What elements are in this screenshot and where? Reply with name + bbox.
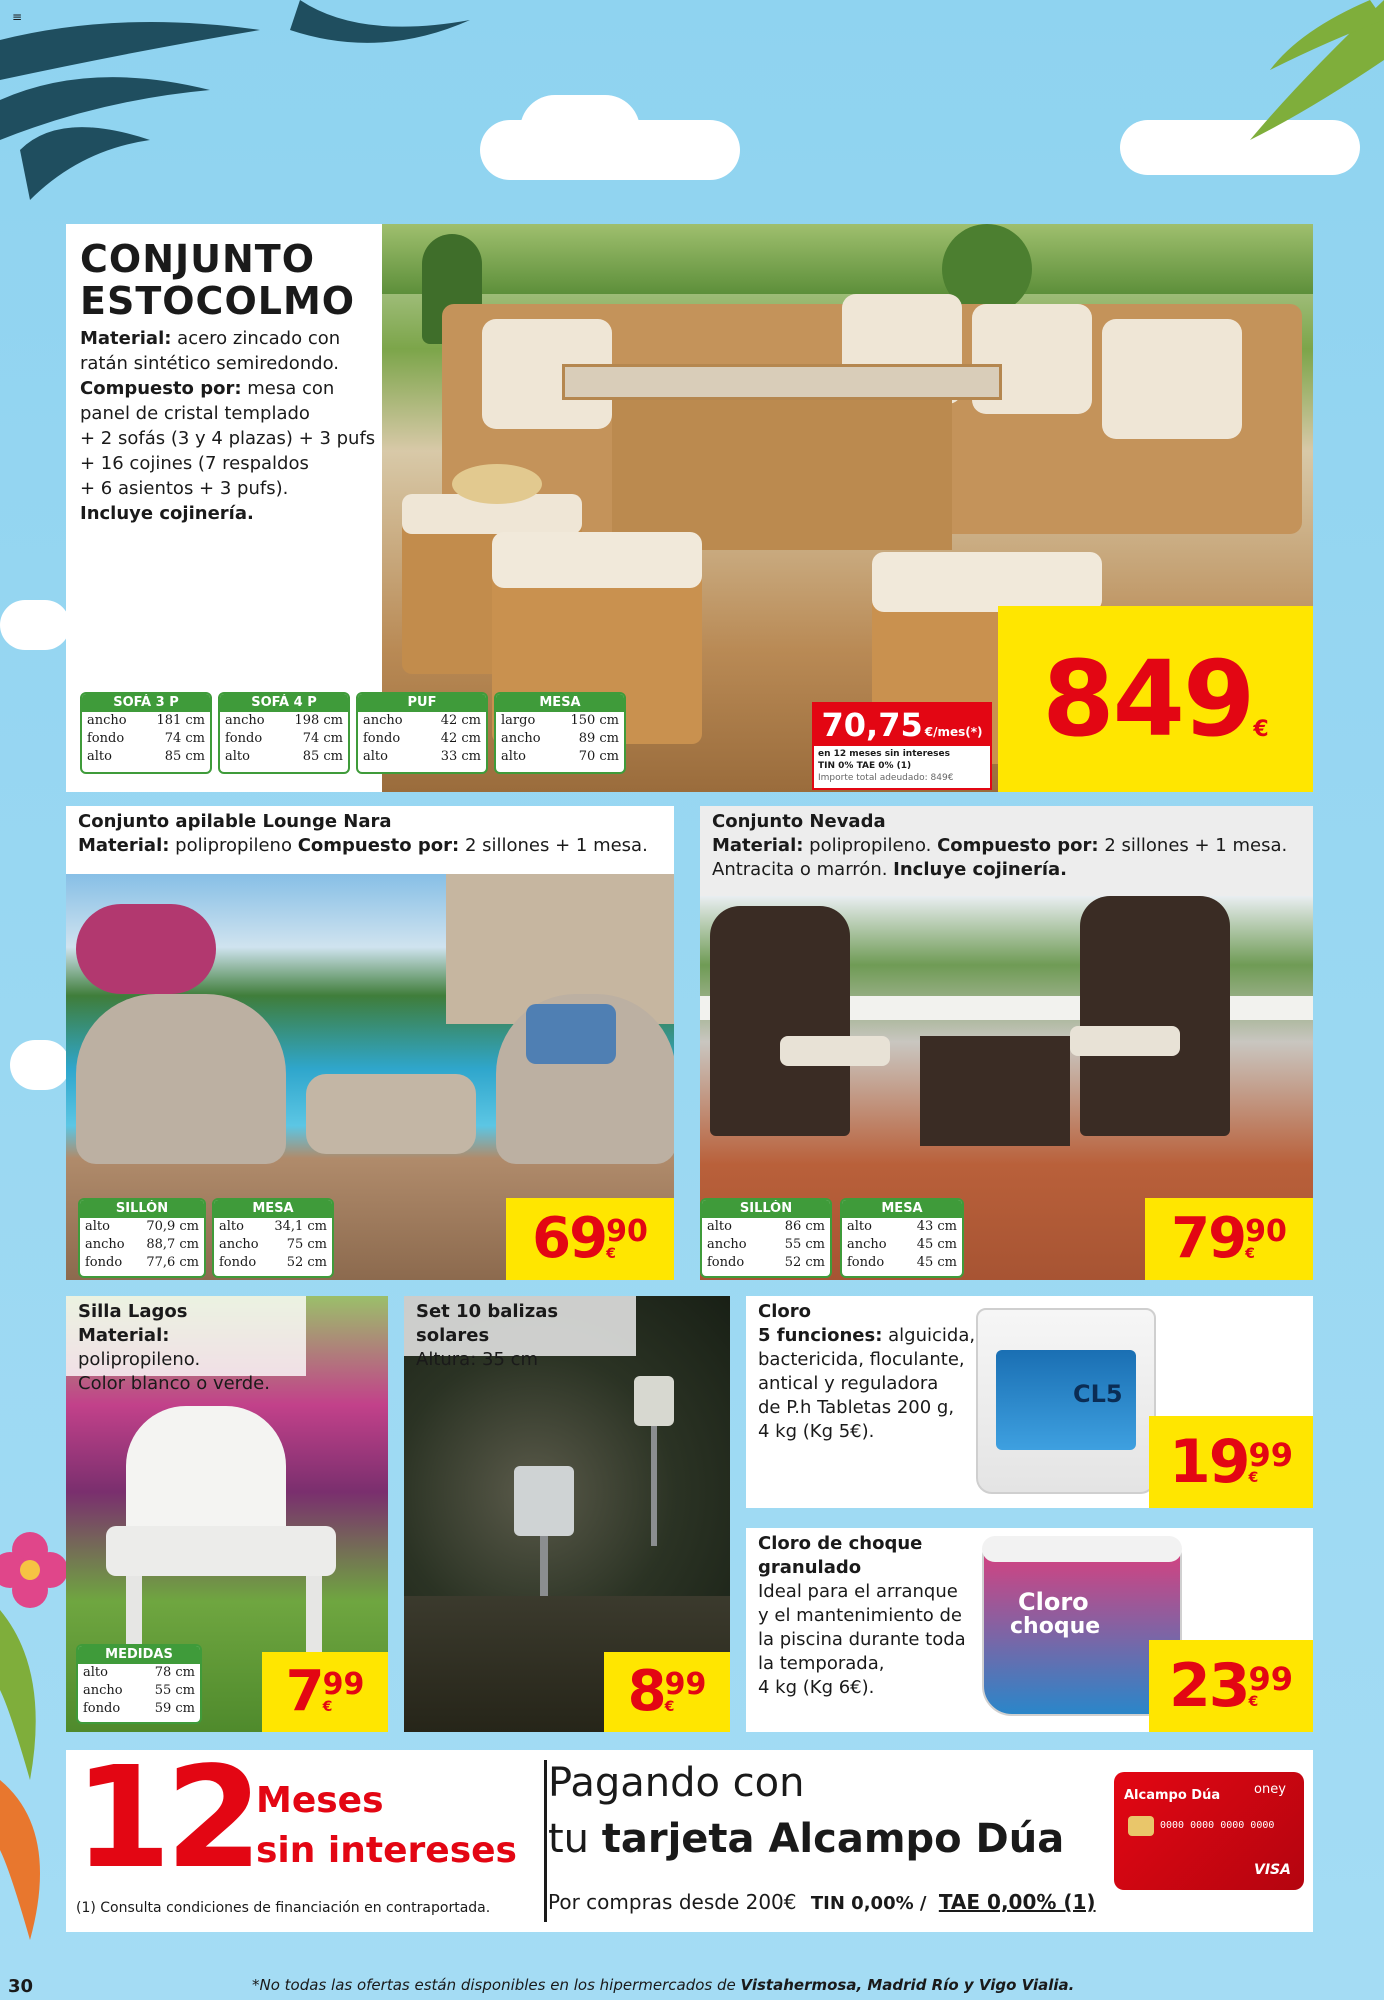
dim-value: 86 cm [784,1219,825,1234]
lagos-price [262,1652,388,1732]
dim-value: 34,1 cm [274,1219,327,1234]
finance-line2: TIN 0% TAE 0% (1) [818,761,912,771]
dim-label: fondo [225,731,263,746]
price-integer: 69 [532,1206,607,1271]
bucket-label: Cloro [1018,1588,1089,1616]
dim-label: alto [501,749,526,764]
price-integer: 7 [285,1659,323,1724]
composed-label: Compuesto por: [937,835,1099,856]
choque-panel [746,1528,1313,1732]
dim-value: 198 cm [294,713,343,728]
dimension-card-head: MESA [496,694,624,712]
disclaimer [252,1976,1074,1994]
card-chip-icon [1128,1816,1154,1836]
cloro-bucket-image [976,1308,1156,1494]
nevada-panel [700,806,1313,1280]
cloud-decoration [520,95,640,165]
price-currency: € [664,1699,675,1715]
dimension-card-head: SILLÓN [80,1200,204,1218]
compras-line [548,1890,1096,1914]
dimension-card-head: MESA [842,1200,962,1218]
price-integer: 79 [1171,1206,1246,1271]
dim-value: 33 cm [440,749,481,764]
choque-text: y el mantenimiento de [758,1605,962,1626]
tae-text: TAE 0,00% (1) [938,1890,1096,1914]
functions-text: antical y reguladora [758,1373,939,1394]
price-decimals: 99 [1248,1436,1294,1474]
price-integer: 849 [1042,638,1254,760]
choque-title: Cloro de choque [758,1533,923,1554]
choque-text: 4 kg (Kg 6€). [758,1677,875,1698]
price-currency: € [322,1699,333,1715]
dim-label: alto [219,1219,244,1234]
dimension-card-sillon [700,1198,832,1278]
nara-title: Conjunto apilable Lounge Nara [78,811,392,832]
choque-title: granulado [758,1557,862,1578]
nevada-title: Conjunto Nevada [712,811,886,832]
dim-value: 77,6 cm [146,1255,199,1270]
dimension-card-head: SILLÓN [702,1200,830,1218]
dim-label: ancho [847,1237,887,1252]
dim-label: ancho [219,1237,259,1252]
dim-label: alto [225,749,250,764]
tu-text: tu [548,1816,602,1862]
compras-text: Por compras desde 200€ [548,1890,797,1914]
cloud-decoration [0,600,70,650]
dim-label: largo [501,713,536,728]
card-brand: Alcampo Dúa [1124,1788,1221,1803]
material-label: Material: [80,328,172,349]
card-number: 0000 0000 0000 0000 [1160,1820,1275,1831]
dim-label: alto [847,1219,872,1234]
dim-label: alto [83,1665,108,1680]
functions-label: 5 funciones: [758,1325,883,1346]
balizas-title: Set 10 balizas solares [416,1301,559,1346]
dimension-card-sillon [78,1198,206,1278]
bucket-label: choque [1010,1614,1101,1639]
dim-label: ancho [501,731,541,746]
price-currency: € [1248,1470,1259,1486]
material-text: polipropileno. [803,835,938,856]
composed-text: 2 sillones + 1 mesa. [1098,835,1288,856]
dim-label: fondo [847,1255,885,1270]
dim-label: alto [85,1219,110,1234]
finance-line3: Importe total adeudado: 849€ [818,773,954,783]
material-label: Material: [78,1325,170,1346]
dim-value: 55 cm [154,1683,195,1698]
dimension-card-mesa [840,1198,964,1278]
dim-label: ancho [363,713,403,728]
dimension-card-sofa-3p [80,692,212,774]
tarjeta-text: tarjeta Alcampo Dúa [601,1816,1065,1862]
nara-panel [66,806,674,1280]
dim-label: fondo [219,1255,257,1270]
finance-box [812,702,992,790]
tarjeta-line [548,1816,1064,1862]
lagos-title: Silla Lagos [78,1301,188,1322]
includes-text: Incluye cojinería. [893,859,1067,880]
balizas-panel [404,1296,730,1732]
nevada-price [1145,1198,1313,1280]
banner-divider [544,1760,547,1922]
card-visa: VISA [1254,1862,1291,1878]
composed-text: + 6 asientos + 3 pufs). [80,478,289,499]
lagos-panel [66,1296,388,1732]
disclaimer-text: *No todas las ofertas están disponibles en los hipermercados de [252,1976,741,1994]
big-12: 12 [74,1750,257,1900]
pagando-text: Pagando con [548,1760,805,1806]
dim-label: alto [707,1219,732,1234]
price-currency: € [1245,1246,1255,1262]
dim-label: fondo [87,731,125,746]
dim-label: ancho [85,1237,125,1252]
dim-label: fondo [83,1701,121,1716]
balizas-height: Altura: 35 cm [416,1349,539,1370]
cloud-decoration [10,1040,70,1090]
dim-value: 45 cm [916,1255,957,1270]
choque-text: la temporada, [758,1653,885,1674]
page-number: 30 [8,1976,34,1997]
dim-value: 55 cm [784,1237,825,1252]
composed-text: panel de cristal templado [80,403,310,424]
dim-value: 45 cm [916,1237,957,1252]
price-integer: 8 [627,1659,665,1724]
price-currency: € [606,1246,616,1262]
composed-label: Compuesto por: [297,835,460,856]
price-integer: 19 [1168,1427,1249,1497]
cloro-price [1149,1416,1313,1508]
dim-value: 74 cm [164,731,205,746]
includes-text: Incluye cojinería. [80,503,254,524]
material-text: polipropileno. [78,1349,201,1370]
finance-line1: en 12 meses sin intereses [818,749,950,759]
disclaimer-bold: Vistahermosa, Madrid Río y Vigo Vialia. [740,1976,1075,1994]
dim-label: alto [87,749,112,764]
functions-text: bactericida, floculante, [758,1349,965,1370]
composed-text: + 2 sofás (3 y 4 plazas) + 3 pufs [80,428,376,449]
estocolmo-description [80,326,390,526]
dimension-card-head: SOFÁ 3 P [82,694,210,712]
choque-price [1149,1640,1313,1732]
financing-footnote: (1) Consulta condiciones de financiación en contraportada. [76,1900,491,1916]
estocolmo-panel [66,224,1313,792]
estocolmo-price [998,606,1313,792]
choque-text: la piscina durante toda [758,1629,966,1650]
dim-value: 70,9 cm [146,1219,199,1234]
nevada-label [700,806,1313,896]
choque-description [758,1532,998,1700]
dim-value: 59 cm [154,1701,195,1716]
bucket-label: CL5 [1073,1380,1123,1408]
dim-label: ancho [707,1237,747,1252]
nara-price [506,1198,674,1280]
nara-label [66,806,674,874]
dimension-card-puf [356,692,488,774]
price-decimals: 90 [1245,1214,1287,1249]
dimension-card-head: MESA [214,1200,332,1218]
composed-label: Compuesto por: [80,378,242,399]
palm-leaf-icon [1130,0,1384,150]
dim-value: 43 cm [916,1219,957,1234]
price-decimals: 90 [606,1214,648,1249]
price-integer: 23 [1168,1651,1249,1721]
composed-text: mesa con [241,378,335,399]
top-mark: ≡ [12,10,23,24]
composed-text: 2 sillones + 1 mesa. [459,835,648,856]
dimension-card-sofa-4p [218,692,350,774]
dim-value: 150 cm [570,713,619,728]
dim-label: fondo [363,731,401,746]
material-text: polipropileno [169,835,298,856]
cloro-description [758,1300,978,1444]
dim-label: ancho [87,713,127,728]
dimension-card-head: SOFÁ 4 P [220,694,348,712]
tin-text: TIN 0,00% / [810,1893,927,1914]
dimension-card-medidas [76,1644,202,1724]
material-text: ratán sintético semiredondo. [80,353,340,374]
functions-text: 4 kg (Kg 5€). [758,1421,875,1442]
dim-label: ancho [83,1683,123,1698]
dim-value: 78 cm [154,1665,195,1680]
price-currency: € [1253,717,1269,742]
colors-text: Antracita o marrón. [712,859,894,880]
dimension-card-head: PUF [358,694,486,712]
estocolmo-title-line1: CONJUNTO [80,237,316,281]
balizas-price [604,1652,730,1732]
material-label: Material: [78,835,170,856]
dimension-card-mesa [212,1198,334,1278]
dim-value: 85 cm [164,749,205,764]
dim-value: 75 cm [286,1237,327,1252]
dim-value: 89 cm [578,731,619,746]
alcampo-card [1114,1772,1304,1890]
dim-value: 85 cm [302,749,343,764]
dim-value: 181 cm [156,713,205,728]
sin-intereses-text: sin intereses [256,1830,517,1871]
choque-text: Ideal para el arranque [758,1581,958,1602]
price-decimals: 99 [322,1667,365,1702]
composed-text: + 16 cojines (7 respaldos [80,453,309,474]
finance-monthly: 70,75 [821,706,923,744]
finance-unit: €/mes(*) [924,725,983,739]
dim-value: 52 cm [784,1255,825,1270]
dim-value: 70 cm [578,749,619,764]
estocolmo-title-line2: ESTOCOLMO [80,279,356,323]
estocolmo-title [80,238,390,322]
dim-value: 88,7 cm [146,1237,199,1252]
material-text: acero zincado con [171,328,341,349]
dim-label: alto [363,749,388,764]
lagos-label [66,1296,306,1394]
balizas-label [404,1296,636,1370]
dimension-card-head: MEDIDAS [78,1646,200,1664]
meses-text: Meses [256,1780,384,1821]
cloro-title: Cloro [758,1301,811,1322]
card-oney: oney [1254,1782,1286,1797]
dimension-card-mesa [494,692,626,774]
dim-label: fondo [85,1255,123,1270]
palm-leaf-icon [0,1610,70,2000]
price-decimals: 99 [664,1667,707,1702]
functions-text: alguicida, [882,1325,976,1346]
dim-value: 42 cm [440,713,481,728]
colors-text: Color blanco o verde. [78,1373,270,1394]
price-decimals: 99 [1248,1660,1294,1698]
price-currency: € [1248,1694,1259,1710]
dim-label: fondo [707,1255,745,1270]
dim-value: 74 cm [302,731,343,746]
dim-value: 52 cm [286,1255,327,1270]
material-label: Material: [712,835,804,856]
cloro-panel [746,1296,1313,1508]
financing-banner [66,1750,1313,1932]
dim-value: 42 cm [440,731,481,746]
palm-leaf-icon [0,0,480,230]
dim-label: ancho [225,713,265,728]
functions-text: de P.h Tabletas 200 g, [758,1397,955,1418]
